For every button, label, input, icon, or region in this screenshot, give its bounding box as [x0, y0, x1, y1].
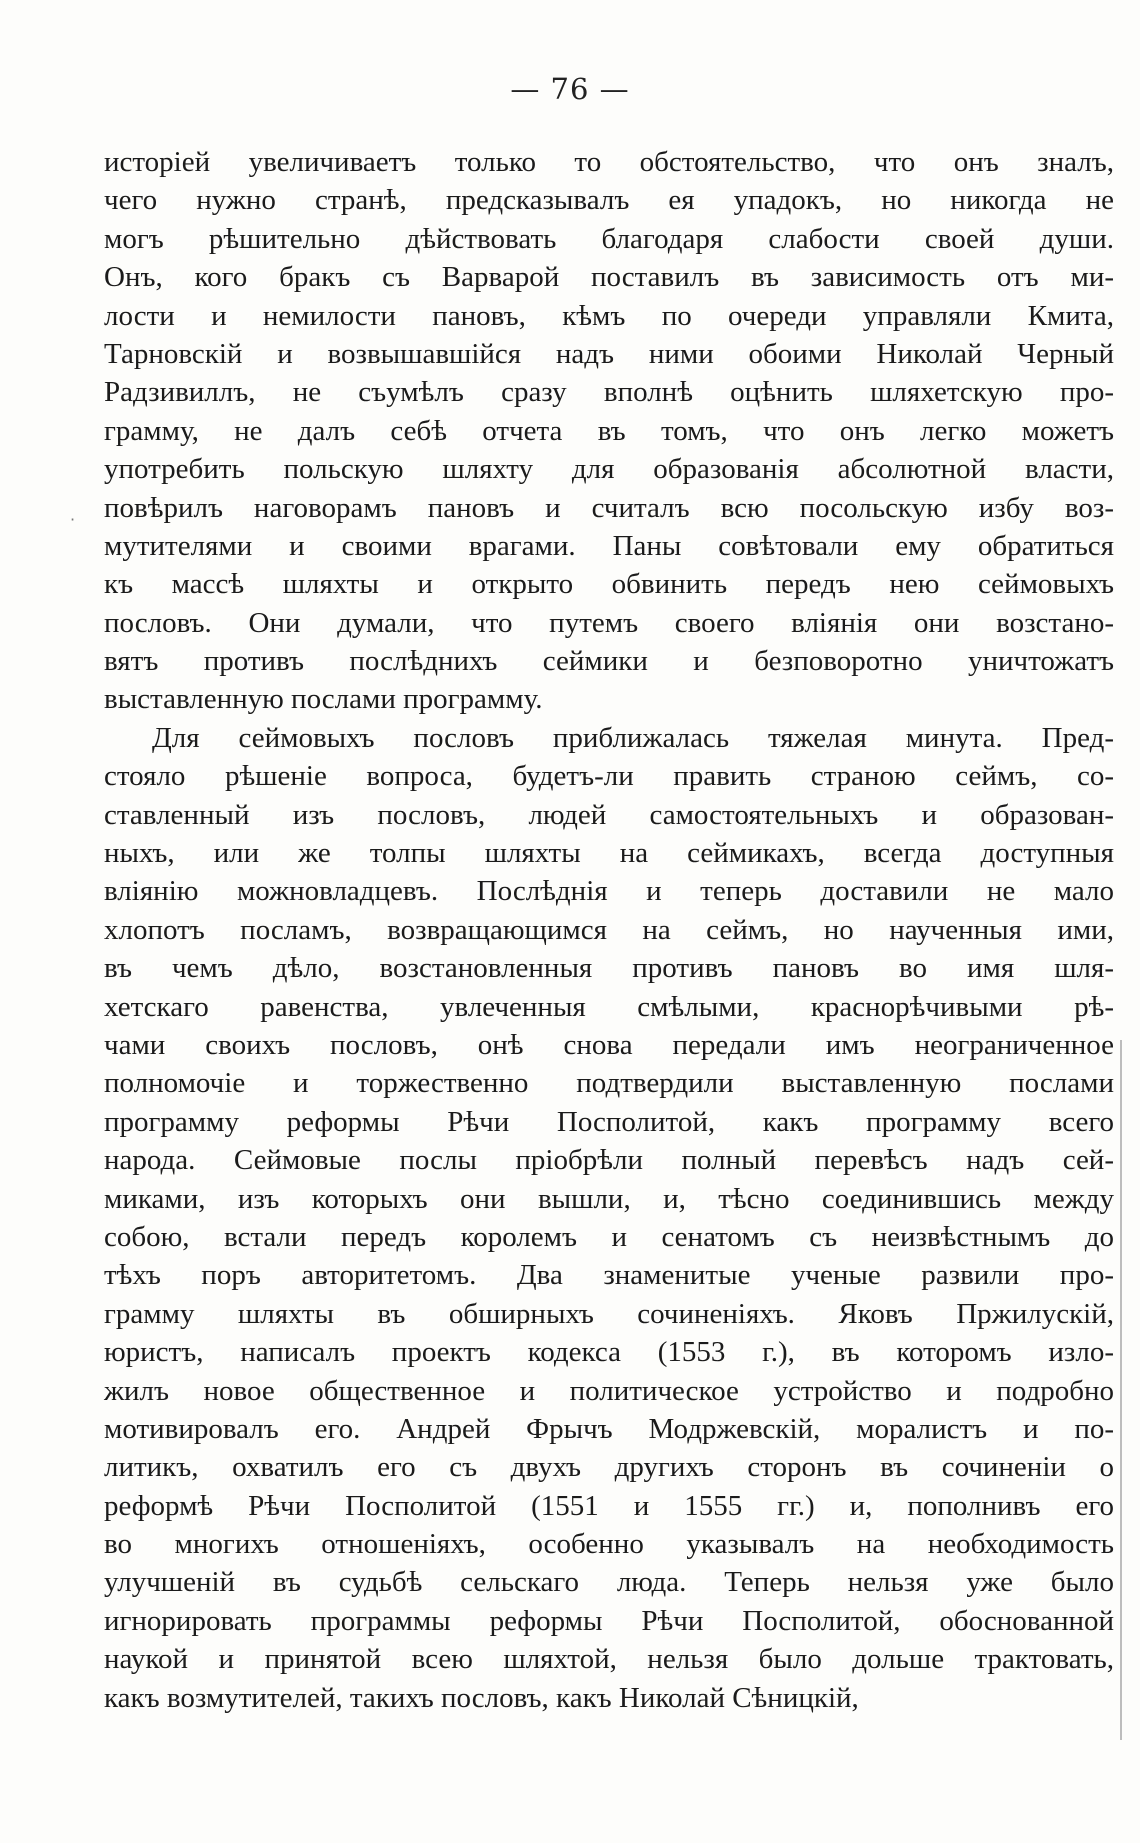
text-line: юристъ, написалъ проектъ кодекса (1553 г.), въ которомъ изло-	[104, 1336, 1114, 1369]
text-line: ныхъ, или же толпы шляхты на сеймикахъ, всегда доступныя	[104, 837, 1114, 870]
text-line: хетскаго равенства, увлеченныя смѣлыми, краснорѣчивыми рѣ-	[104, 990, 1114, 1023]
text-line: вятъ противъ послѣднихъ сеймики и безповоротно уничтожатъ	[104, 645, 1114, 678]
text-line: мотивировалъ его. Андрей Фрычъ Модржевскій, моралистъ и по-	[104, 1412, 1114, 1445]
text-line: полномочіе и торжественно подтвердили выставленную послами	[104, 1067, 1114, 1100]
text-line: хлопотъ посламъ, возвращающимся на сеймъ, но наученныя ими,	[104, 913, 1114, 946]
text-line: Тарновскій и возвышавшійся надъ ними обоими Николай Черный	[104, 337, 1114, 370]
text-line: пословъ. Они думали, что путемъ своего вліянія они возстано-	[104, 606, 1114, 639]
text-line: народа. Сеймовые послы пріобрѣли полный перевѣсъ надъ сей-	[104, 1144, 1114, 1177]
text-line: чами своихъ пословъ, онѣ снова передали имъ неограниченное	[104, 1028, 1114, 1061]
body-text	[104, 143, 1114, 1717]
text-line: чего нужно странѣ, предсказывалъ ея упадокъ, но никогда не	[104, 184, 1114, 217]
text-line: грамму, не далъ себѣ отчета въ томъ, что онъ легко можетъ	[104, 414, 1114, 447]
text-line: жилъ новое общественное и политическое устройство и подробно	[104, 1374, 1114, 1407]
paragraph-2	[104, 719, 1114, 1717]
margin-mark: ·	[70, 510, 76, 529]
text-line: во многихъ отношеніяхъ, особенно указывалъ на необходимость	[104, 1528, 1114, 1561]
text-line: лости и немилости пановъ, кѣмъ по очереди управляли Кмита,	[104, 299, 1114, 332]
text-line: стояло рѣшеніе вопроса, будетъ-ли править страною сеймъ, со-	[104, 760, 1114, 793]
text-line: въ чемъ дѣло, возстановленныя противъ пановъ во имя шля-	[104, 952, 1114, 985]
text-line: собою, встали передъ королемъ и сенатомъ съ неизвѣстнымъ до	[104, 1220, 1114, 1253]
text-line: миками, изъ которыхъ они вышли, и, тѣсно соединившись между	[104, 1182, 1114, 1215]
text-line: ставленный изъ пословъ, людей самостоятельныхъ и образован-	[104, 798, 1114, 831]
text-line: грамму шляхты въ обширныхъ сочиненіяхъ. Яковъ Пржилускій,	[104, 1297, 1114, 1330]
text-line: улучшеній въ судьбѣ сельскаго люда. Теперь нельзя уже было	[104, 1566, 1114, 1599]
text-line: литикъ, охватилъ его съ двухъ другихъ сторонъ въ сочиненіи о	[104, 1451, 1114, 1484]
text-line: игнорировать программы реформы Рѣчи Посполитой, обоснованной	[104, 1604, 1114, 1637]
text-line: тѣхъ поръ авторитетомъ. Два знаменитые ученые развили про-	[104, 1259, 1114, 1292]
page-number: — 76 —	[510, 72, 630, 106]
text-line: Для сеймовыхъ пословъ приближалась тяжелая минута. Пред-	[152, 721, 1114, 754]
paragraph-1	[104, 143, 1114, 719]
text-line: Радзивиллъ, не съумѣлъ сразу вполнѣ оцѣнить шляхетскую про-	[104, 376, 1114, 409]
text-line: Онъ, кого бракъ съ Варварой поставилъ въ зависимость отъ ми-	[104, 261, 1114, 294]
text-line: выставленную послами программу.	[104, 683, 543, 716]
text-line: могъ рѣшительно дѣйствовать благодаря слабости своей души.	[104, 222, 1114, 255]
text-line: вліянію можновладцевъ. Послѣднія и теперь доставили не мало	[104, 875, 1114, 908]
text-line: реформѣ Рѣчи Посполитой (1551 и 1555 гг.) и, пополнивъ его	[104, 1489, 1114, 1522]
page-edge-line	[1120, 1040, 1122, 1740]
text-line: употребить польскую шляхту для образованія абсолютной власти,	[104, 453, 1114, 486]
text-line: повѣрилъ наговорамъ пановъ и считалъ всю посольскую избу воз-	[104, 491, 1114, 524]
text-line: исторіей увеличиваетъ только то обстоятельство, что онъ зналъ,	[104, 146, 1114, 178]
text-line: какъ возмутителей, такихъ пословъ, какъ Николай Сѣницкій,	[104, 1681, 859, 1714]
text-line: мутителями и своими врагами. Паны совѣтовали ему обратиться	[104, 529, 1114, 562]
text-line: наукой и принятой всею шляхтой, нельзя было дольше трактовать,	[104, 1643, 1114, 1676]
text-line: программу реформы Рѣчи Посполитой, какъ программу всего	[104, 1105, 1114, 1138]
text-line: къ массѣ шляхты и открыто обвинить передъ нею сеймовыхъ	[104, 568, 1114, 601]
